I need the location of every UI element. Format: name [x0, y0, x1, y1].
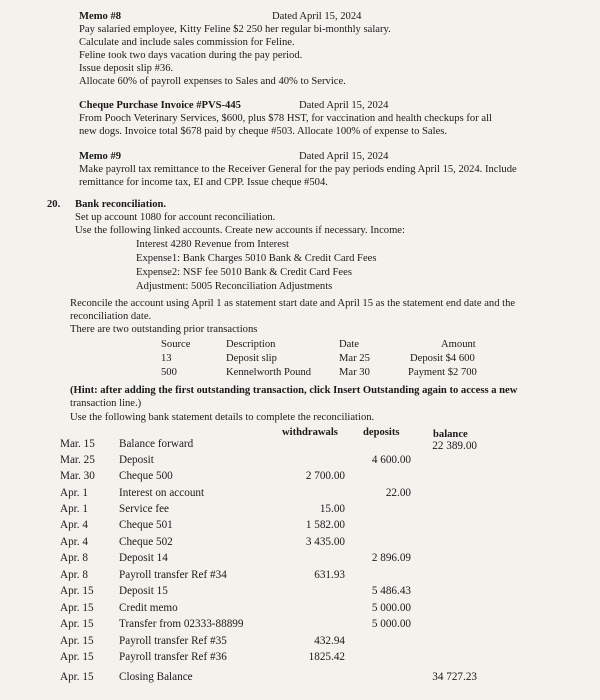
statement-description: Payroll transfer Ref #36 — [119, 651, 227, 663]
statement-withdrawal: 3 435.00 — [305, 536, 345, 548]
statement-date: Mar. 30 — [60, 470, 95, 482]
section-number: 20. — [47, 199, 61, 210]
reconcile-text: reconciliation date. — [70, 311, 152, 322]
statement-header-balance: balance — [433, 429, 468, 440]
outstanding-header-description: Description — [226, 339, 276, 350]
section-intro: Set up account 1080 for account reconciliation. — [75, 212, 276, 223]
outstanding-header-amount: Amount — [441, 339, 476, 350]
statement-description: Deposit — [119, 454, 154, 466]
statement-date: Mar. 25 — [60, 454, 95, 466]
invoice-line: From Pooch Veterinary Services, $600, plus $78 HST, for vaccination and health checkups for all — [79, 113, 492, 124]
section-title: Bank reconciliation. — [75, 199, 167, 210]
statement-date: Apr. 15 — [60, 585, 94, 597]
statement-description: Cheque 500 — [119, 470, 173, 482]
statement-withdrawal: 631.93 — [314, 569, 345, 581]
statement-description: Credit memo — [119, 602, 178, 614]
statement-date: Apr. 8 — [60, 552, 88, 564]
memo8-date: Dated April 15, 2024 — [272, 11, 362, 22]
outstanding-date: Mar 25 — [339, 353, 370, 364]
statement-date: Mar. 15 — [60, 438, 95, 450]
linked-account: Adjustment: 5005 Reconciliation Adjustments — [136, 281, 333, 292]
statement-date: Apr. 15 — [60, 618, 94, 630]
hint-text: (Hint: after adding the first outstanding transaction, click Insert Outstanding again to access a new — [70, 385, 518, 396]
statement-deposit: 5 000.00 — [371, 618, 411, 630]
statement-deposit: 5 000.00 — [371, 602, 411, 614]
reconcile-text: Reconcile the account using April 1 as statement start date and April 15 as the statement end date and the — [70, 298, 516, 309]
section-intro: Use the following linked accounts. Create new accounts if necessary. Income: — [75, 225, 405, 236]
hint-text: transaction line.) — [70, 398, 142, 409]
memo9-date: Dated April 15, 2024 — [299, 151, 389, 162]
outstanding-source: 13 — [161, 353, 172, 364]
outstanding-source: 500 — [161, 367, 177, 378]
statement-date: Apr. 15 — [60, 651, 94, 663]
statement-balance: 34 727.23 — [432, 671, 477, 683]
statement-date: Apr. 15 — [60, 671, 94, 683]
outstanding-description: Deposit slip — [226, 353, 277, 364]
outstanding-amount: Payment $2 700 — [408, 367, 477, 378]
linked-account: Expense2: NSF fee 5010 Bank & Credit Card Fees — [136, 267, 352, 278]
outstanding-intro: There are two outstanding prior transactions — [70, 324, 258, 335]
memo9-line: Make payroll tax remittance to the Receiver General for the pay periods ending April 15, 2024. Include — [79, 164, 517, 175]
memo9-title: Memo #9 — [79, 151, 122, 162]
outstanding-date: Mar 30 — [339, 367, 370, 378]
statement-withdrawal: 432.94 — [314, 635, 345, 647]
statement-description: Deposit 14 — [119, 552, 168, 564]
outstanding-description: Kennelworth Pound — [226, 367, 312, 378]
invoice-line: new dogs. Invoice total $678 paid by cheque #503. Allocate 100% of expense to Sales. — [79, 126, 448, 137]
statement-description: Closing Balance — [119, 671, 193, 683]
memo8-title: Memo #8 — [79, 11, 122, 22]
statement-description: Cheque 501 — [119, 519, 173, 531]
outstanding-header-date: Date — [339, 339, 359, 350]
invoice-date: Dated April 15, 2024 — [299, 100, 389, 111]
memo8-line: Calculate and include sales commission for Feline. — [79, 37, 295, 48]
statement-deposit: 22.00 — [385, 487, 411, 499]
statement-deposit: 4 600.00 — [371, 454, 411, 466]
statement-date: Apr. 8 — [60, 569, 88, 581]
invoice-title: Cheque Purchase Invoice #PVS-445 — [79, 100, 241, 111]
statement-header-withdrawals: withdrawals — [282, 427, 338, 438]
statement-balance: 22 389.00 — [432, 440, 477, 452]
statement-withdrawal: 1825.42 — [308, 651, 345, 663]
statement-description: Service fee — [119, 503, 169, 515]
statement-deposit: 5 486.43 — [371, 585, 411, 597]
statement-date: Apr. 1 — [60, 487, 88, 499]
memo9-line: remittance for income tax, EI and CPP. Issue cheque #504. — [79, 177, 328, 188]
statement-date: Apr. 15 — [60, 635, 94, 647]
memo8-line: Issue deposit slip #36. — [79, 63, 174, 74]
statement-deposit: 2 896.09 — [371, 552, 411, 564]
statement-header-deposits: deposits — [363, 427, 400, 438]
statement-description: Interest on account — [119, 487, 205, 499]
statement-withdrawal: 15.00 — [319, 503, 345, 515]
statement-date: Apr. 15 — [60, 602, 94, 614]
memo8-line: Allocate 60% of payroll expenses to Sales and 40% to Service. — [79, 76, 346, 87]
statement-description: Balance forward — [119, 438, 194, 450]
statement-description: Transfer from 02333-88899 — [119, 618, 244, 630]
linked-account: Expense1: Bank Charges 5010 Bank & Credit Card Fees — [136, 253, 377, 264]
statement-date: Apr. 4 — [60, 519, 88, 531]
statement-description: Payroll transfer Ref #35 — [119, 635, 227, 647]
outstanding-amount: Deposit $4 600 — [410, 353, 475, 364]
statement-intro: Use the following bank statement details to complete the reconciliation. — [70, 412, 375, 423]
statement-withdrawal: 2 700.00 — [305, 470, 345, 482]
outstanding-header-source: Source — [161, 339, 191, 350]
memo8-line: Feline took two days vacation during the pay period. — [79, 50, 303, 61]
statement-description: Deposit 15 — [119, 585, 168, 597]
statement-date: Apr. 1 — [60, 503, 88, 515]
memo8-line: Pay salaried employee, Kitty Feline $2 250 her regular bi-monthly salary. — [79, 24, 391, 35]
statement-description: Cheque 502 — [119, 536, 173, 548]
statement-description: Payroll transfer Ref #34 — [119, 569, 227, 581]
statement-withdrawal: 1 582.00 — [305, 519, 345, 531]
statement-date: Apr. 4 — [60, 536, 88, 548]
linked-account: Interest 4280 Revenue from Interest — [136, 239, 289, 250]
